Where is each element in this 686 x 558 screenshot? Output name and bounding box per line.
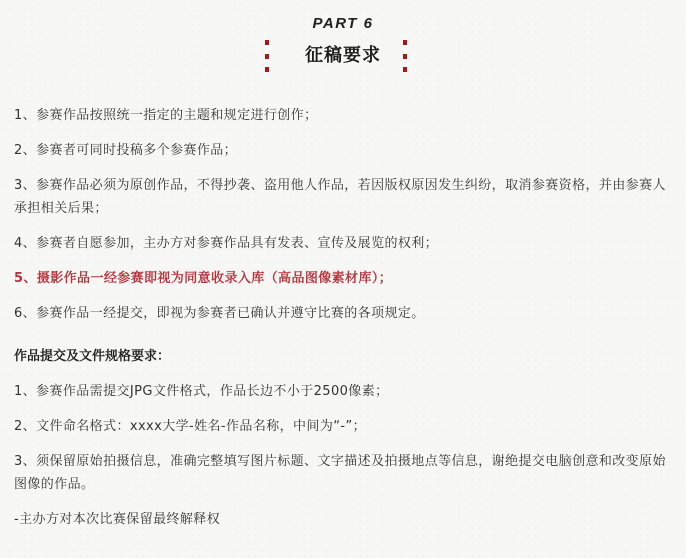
footer-note: -主办⽅对本次⽐赛保留最终解释权 (14, 512, 221, 527)
requirement-item-highlighted: 5、摄影作品一经参赛即视为同意收录入库（高品图像素材库）； (14, 271, 393, 286)
requirement-item: 1、参赛作品按照统⼀指定的主题和规定进⾏创作； (14, 108, 318, 123)
requirement-item: 3、参赛作品必须为原创作品，不得抄袭、盗⽤他⼈作品，若因版权原因发⽣纠纷，取消参赛资格，并由参赛⼈承担相关后果； (14, 178, 666, 216)
section-header (0, 14, 686, 74)
part-label: PART 6 (312, 15, 374, 32)
requirements-content (14, 104, 670, 543)
file-spec-title: 作品提交及文件规格要求： (14, 349, 171, 364)
requirement-item: 2、参赛者可同时投稿多个参赛作品； (14, 143, 238, 158)
file-spec-item: 2、文件命名格式：xxxx大学-姓名-作品名称，中间为“-”； (14, 419, 366, 434)
requirement-item: 4、参赛者⾃愿参加，主办⽅对参赛作品具有发表、宣传及展览的权利； (14, 236, 439, 251)
right-dots-ornament (403, 40, 407, 72)
requirement-item: 6、参赛作品⼀经提交，即视为参赛者已确认并遵守⽐赛的各项规定。 (14, 306, 425, 321)
file-spec-item: 3、须保留原始拍摄信息，准确完整填写图片标题、文字描述及拍摄地点等信息，谢绝提交电脑创意和改变原始图像的作品。 (14, 454, 666, 492)
section-title: 征稿要求 (305, 45, 381, 66)
file-spec-item: 1、参赛作品需提交JPG文件格式，作品长边不小于2500像素； (14, 384, 389, 399)
title-row (0, 38, 686, 74)
